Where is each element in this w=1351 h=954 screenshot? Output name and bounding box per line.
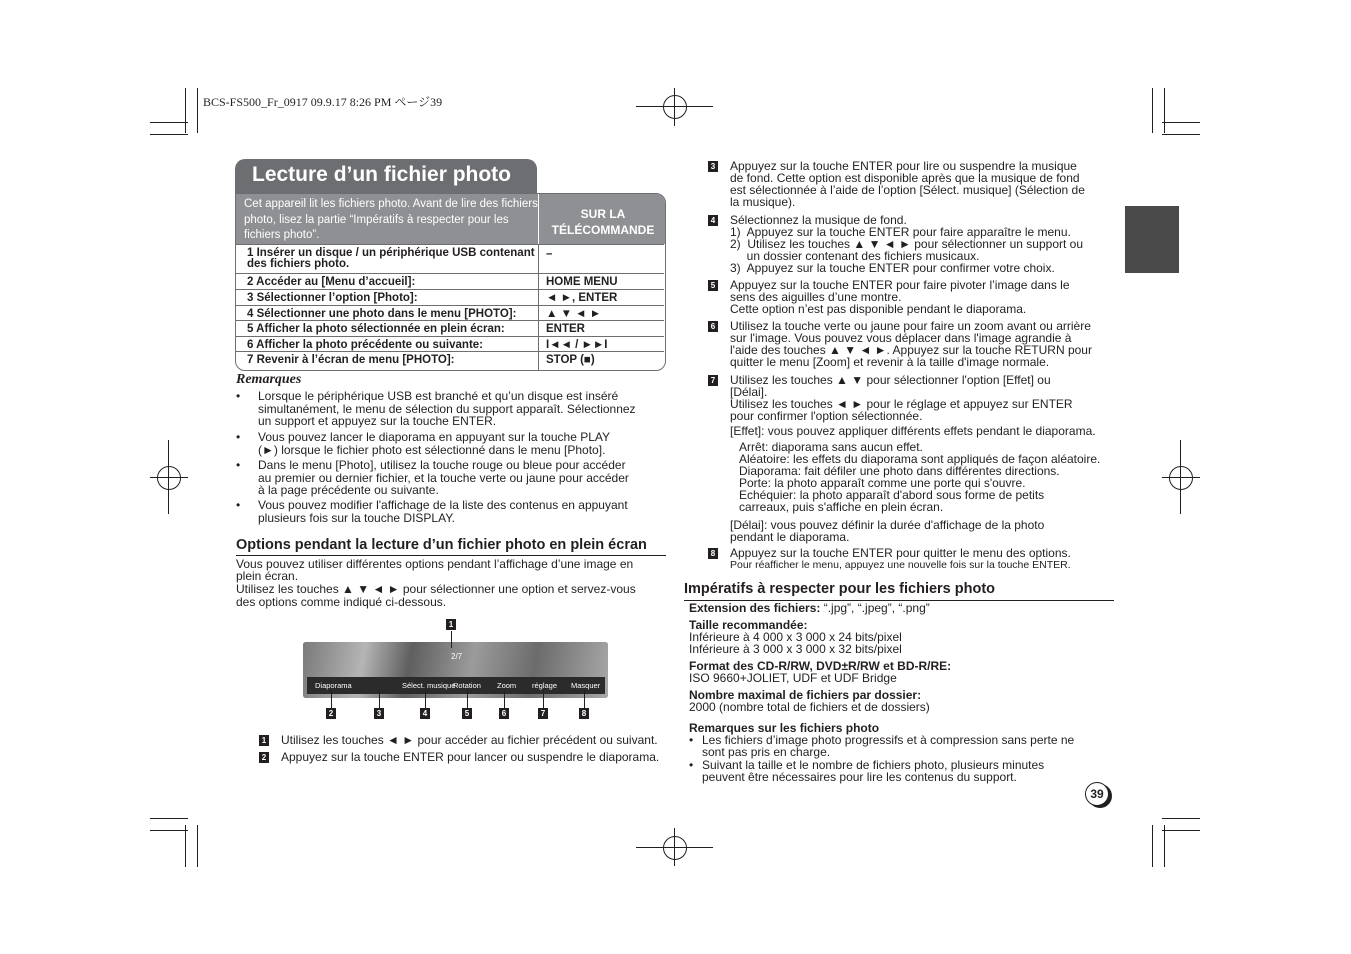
callout-number: 6: [499, 708, 509, 719]
step-number: 7: [708, 375, 718, 386]
registration-mark: [157, 466, 181, 490]
step-number: 2: [259, 752, 269, 763]
crop-mark: [150, 818, 188, 819]
bullet: •: [236, 498, 241, 512]
note-line: Les fichiers d’image photo progressifs et à compression sans perte ne: [702, 733, 1075, 747]
step-line: Cette option n’est pas disponible pendant le diaporama.: [730, 302, 1027, 316]
page-number: 39: [1085, 782, 1109, 806]
callout-number: 2: [326, 708, 336, 719]
table-row: [236, 248, 666, 274]
row-divider: [236, 289, 664, 290]
options-line: des options comme indiqué ci-dessous.: [236, 595, 447, 609]
osd-menu-item: Sélect. musique: [402, 681, 456, 690]
crop-mark: [1162, 818, 1200, 819]
remote-keys: ENTER: [546, 323, 585, 335]
step-line: [Délai].: [730, 385, 768, 399]
callout-line: [584, 690, 585, 708]
step-line: de fond. Cette option est disponible après que la musique de fond: [730, 171, 1080, 185]
photo-counter: 2/7: [451, 652, 463, 661]
note-line: Suivant la taille et le nombre de fichiers photo, plusieurs minutes: [702, 758, 1045, 772]
options-line: plein écran.: [236, 569, 299, 583]
bullet: •: [236, 458, 241, 472]
imperatifs-heading: Impératifs à respecter pour les fichiers photo: [684, 581, 996, 597]
bullet: •: [689, 733, 694, 747]
effet-intro: [Effet]: vous pouvez appliquer différents effets pendant le diaporama.: [730, 424, 1096, 438]
step-line: Utilisez les touches ▲ ▼ pour sélectionner l'option [Effet] ou: [730, 373, 1051, 387]
row-divider: [236, 351, 664, 352]
options-heading: Options pendant la lecture d’un fichier photo en plein écran: [236, 537, 647, 553]
step-line: la musique).: [730, 195, 796, 209]
callout-number: 3: [374, 708, 384, 719]
step-line: Appuyez sur la touche ENTER pour lire ou suspendre la musique: [730, 159, 1077, 173]
remark-line: (►) lorsque le fichier photo est sélectionné dans le menu [Photo].: [258, 442, 606, 457]
row-divider: [236, 305, 664, 306]
callout-number: 1: [446, 619, 456, 630]
crop-mark: [1152, 825, 1153, 867]
notes-label: Remarques sur les fichiers photo: [689, 721, 880, 735]
table-row: [236, 323, 666, 337]
size-label: Taille recommandée:: [689, 618, 808, 632]
effet-line: Diaporama: fait défiler une photo dans différentes directions.: [739, 464, 1060, 478]
step-number: 4: [708, 215, 718, 226]
step-line: 1) Appuyez sur la touche ENTER pour faire apparaître le menu.: [730, 225, 1071, 239]
step-line: Utilisez la touche verte ou jaune pour faire un zoom avant ou arrière: [730, 319, 1091, 333]
callout-number: 7: [538, 708, 548, 719]
remote-keys: STOP (■): [546, 354, 595, 366]
options-line: Vous pouvez utiliser différentes options pendant l’affichage d’une image en: [236, 557, 634, 571]
crop-mark: [185, 88, 186, 133]
effet-line: Porte: la photo apparaît comme une porte qui s'ouvre.: [739, 476, 1026, 490]
callout-line: [379, 690, 380, 708]
crop-mark: [150, 830, 188, 831]
step-text: Utilisez les touches ◄ ► pour accéder au fichier précédent ou suivant.: [281, 733, 658, 747]
bullet: •: [236, 430, 241, 444]
format-label: Format des CD-R/RW, DVD±R/RW et BD-R/RE:: [689, 659, 952, 673]
page-title: Lecture d’un fichier photo: [235, 159, 537, 195]
remote-keys: ▲ ▼ ◄ ►: [546, 308, 602, 320]
crop-mark: [150, 122, 188, 123]
crop-mark: [1162, 134, 1200, 135]
osd-menu-item: Diaporama: [315, 681, 352, 690]
crop-mark: [1152, 88, 1153, 133]
registration-mark: [1169, 466, 1193, 490]
step-number: 5: [708, 280, 718, 291]
step-line: est sélectionnée à l’aide de l’option [Sélect. musique] (Sélection de: [730, 183, 1085, 197]
delai-line: pendant le diaporama.: [730, 530, 850, 544]
remark-line: simultanément, le menu de sélection du support apparaît. Sélectionnez: [258, 401, 636, 416]
callout-number: 4: [420, 708, 430, 719]
effet-line: Aléatoire: les effets du diaporama sont appliqués de façon aléatoire.: [739, 452, 1101, 466]
callout-number: 8: [579, 708, 589, 719]
step-line: sens des aiguilles d’une montre.: [730, 290, 902, 304]
heading-underline: [236, 555, 666, 556]
osd-menu-item: Masquer: [571, 681, 601, 690]
max-label: Nombre maximal de fichiers par dossier:: [689, 688, 922, 702]
step-line: un dossier contenant des fichiers musicaux.: [730, 249, 980, 263]
remark-line: à la page précédente ou suivante.: [258, 483, 439, 497]
remark-line: Lorsque le périphérique USB est branché et qu’un disque est inséré: [258, 389, 619, 403]
callout-line: [331, 690, 332, 708]
step-number: 6: [708, 321, 718, 332]
remark-line: un support et appuyez sur la touche ENTER.: [258, 414, 497, 428]
step-description: 1 Insérer un disque / un périphérique USB contenant des fichiers photo.: [247, 247, 535, 270]
delai-line: [Délai]: vous pouvez définir la durée d'affichage de la photo: [730, 518, 1045, 532]
crop-mark: [1164, 825, 1165, 867]
step-note: Pour réafficher le menu, appuyez une nouvelle fois sur la touche ENTER.: [730, 559, 1071, 571]
section-tab: [1125, 206, 1179, 273]
remarques-heading: Remarques: [236, 372, 302, 387]
osd-screenshot: [303, 642, 608, 698]
step-line: pour confirmer l'option sélectionnée.: [730, 409, 923, 423]
step-line: quitter le menu [Zoom] et revenir à la taille d'image normale.: [730, 355, 1050, 369]
step-text: Appuyez sur la touche ENTER pour lancer ou suspendre le diaporama.: [281, 750, 660, 764]
crop-mark: [1164, 88, 1165, 133]
crop-mark: [1162, 830, 1200, 831]
bullet: •: [689, 758, 694, 772]
crop-mark: [185, 825, 186, 867]
crop-mark: [1162, 122, 1200, 123]
callout-line: [504, 690, 505, 708]
osd-menu-item: réglage: [532, 681, 558, 690]
row-divider: [236, 336, 664, 337]
step-description: 2 Accéder au [Menu d’accueil]:: [247, 276, 416, 288]
note-line: peuvent être nécessaires pour lire les contenus du support.: [702, 770, 1017, 784]
callout-line: [425, 690, 426, 708]
row-divider: [236, 273, 664, 274]
step-line: sur l'image. Vous pouvez vous déplacer dans l'image agrandie à: [730, 331, 1072, 345]
size-line: Inférieure à 3 000 x 3 000 x 32 bits/pixel: [689, 642, 902, 656]
callout-line: [467, 690, 468, 708]
remote-header: SUR LA TÉLÉCOMMANDE: [538, 194, 666, 244]
remote-keys: ◄ ►, ENTER: [546, 292, 618, 304]
row-divider: [236, 244, 664, 245]
remark-line: Vous pouvez lancer le diaporama en appuyant sur la touche PLAY: [258, 430, 611, 444]
quick-steps-box: [235, 193, 666, 371]
effet-line: Echéquier: la photo apparaît d'abord sous forme de petits: [739, 488, 1045, 502]
extension-label: Extension des fichiers:: [689, 601, 821, 615]
registration-mark: [663, 95, 687, 119]
effet-line: Arrêt: diaporama sans aucun effet.: [739, 440, 923, 454]
bullet: •: [236, 389, 241, 403]
callout-number: 5: [462, 708, 472, 719]
options-line: Utilisez les touches ▲ ▼ ◄ ► pour sélectionner une option et servez-vous: [236, 582, 636, 596]
step-line: Appuyez sur la touche ENTER pour faire pivoter l’image dans le: [730, 278, 1070, 292]
step-description: 5 Afficher la photo sélectionnée en plein écran:: [247, 323, 505, 335]
remote-keys: I◄◄ / ►►I: [546, 339, 608, 351]
step-line: l'aide des touches ▲ ▼ ◄ ►. Appuyez sur la touche RETURN pour: [730, 343, 1092, 357]
osd-menu-item: Rotation: [453, 681, 481, 690]
step-line: Sélectionnez la musique de fond.: [730, 213, 907, 227]
remark-line: plusieurs fois sur la touche DISPLAY.: [258, 510, 455, 525]
step-description: 7 Revenir à l’écran de menu [PHOTO]:: [247, 354, 455, 366]
size-line: Inférieure à 4 000 x 3 000 x 24 bits/pixel: [689, 630, 902, 644]
step-text: Appuyez sur la touche ENTER pour quitter le menu des options.: [730, 546, 1071, 560]
step-description: 3 Sélectionner l’option [Photo]:: [247, 292, 418, 304]
step-number: 8: [708, 548, 718, 559]
extension-value: “.jpg”, “.jpeg”, “.png”: [820, 601, 930, 615]
step-line: Utilisez les touches ◄ ► pour le réglage et appuyez sur ENTER: [730, 397, 1073, 411]
row-divider: [236, 320, 664, 321]
step-line: 3) Appuyez sur la touche ENTER pour confirmer votre choix.: [730, 261, 1055, 275]
remark-line: Dans le menu [Photo], utilisez la touche rouge ou bleue pour accéder: [258, 458, 626, 472]
note-line: sont pas pris en charge.: [702, 745, 831, 759]
max-value: 2000 (nombre total de fichiers et de dossiers): [689, 700, 930, 714]
print-meta: BCS-FS500_Fr_0917 09.9.17 8:26 PM ページ39: [203, 95, 443, 109]
step-description: 4 Sélectionner une photo dans le menu [PHOTO]:: [247, 308, 517, 320]
callout-line: [543, 690, 544, 708]
effet-line: carreaux, puis s'affiche en plein écran.: [739, 500, 944, 514]
remote-keys: HOME MENU: [546, 276, 618, 288]
extension-line: [689, 602, 930, 615]
table-row: [236, 354, 666, 368]
step-description: 6 Afficher la photo précédente ou suivante:: [247, 339, 484, 351]
remark-line: au premier ou dernier fichier, et la touche verte ou jaune pour accéder: [258, 470, 629, 485]
intro-text: Cet appareil lit les fichiers photo. Avant de lire des fichiers photo, lisez la partie “Impératifs à respecter pour les fichiers photo”.: [236, 194, 538, 244]
format-value: ISO 9660+JOLIET, UDF et UDF Bridge: [689, 671, 897, 685]
step-number: 1: [259, 735, 269, 746]
callout-line: [451, 631, 452, 648]
crop-mark: [197, 88, 198, 133]
table-row: [236, 276, 666, 290]
remote-keys: –: [546, 248, 553, 260]
table-row: [236, 292, 666, 306]
crop-mark: [197, 825, 198, 867]
remark-line: Vous pouvez modifier l'affichage de la liste des contenus en appuyant: [258, 498, 628, 512]
osd-menu-item: Zoom: [497, 681, 517, 690]
crop-mark: [150, 134, 188, 135]
step-number: 3: [708, 161, 718, 172]
step-line: 2) Utilisez les touches ▲ ▼ ◄ ► pour sélectionner un support ou: [730, 237, 1084, 251]
registration-mark: [663, 836, 687, 860]
